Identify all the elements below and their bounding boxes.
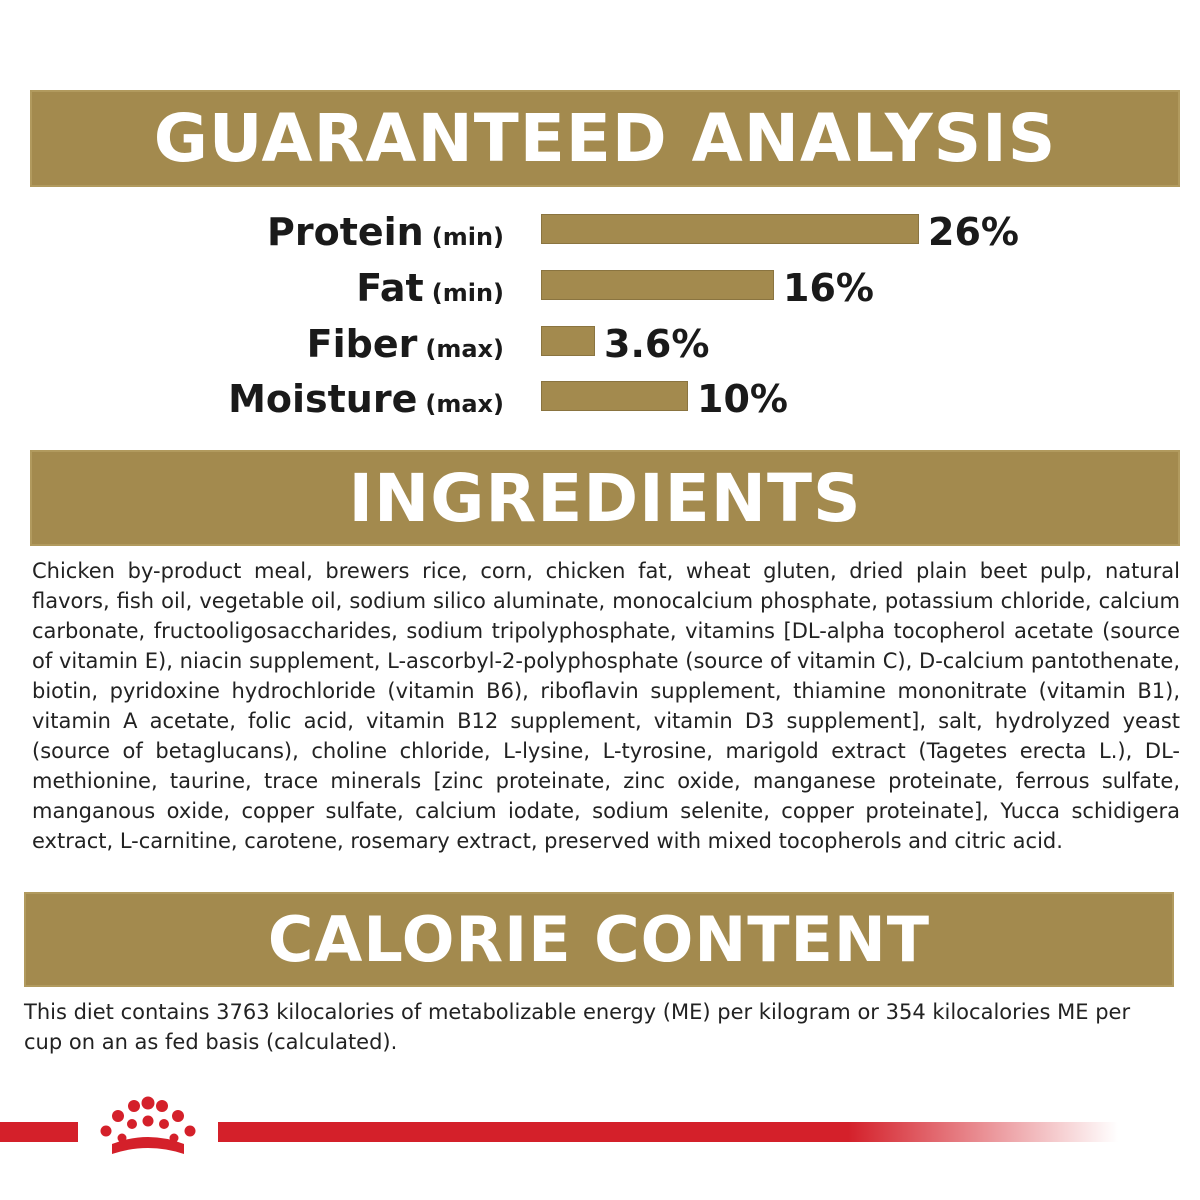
nutrient-name: Moisture [228, 377, 418, 421]
nutrient-bar [542, 327, 594, 355]
nutrient-qualifier: (min) [431, 279, 504, 307]
brand-line-right [218, 1122, 1118, 1142]
nutrient-qualifier: (max) [425, 390, 504, 418]
ingredients-banner [30, 450, 1180, 546]
nutrient-value: 26% [928, 210, 1019, 254]
nutrient-value: 16% [783, 266, 874, 310]
nutrient-qualifier: (min) [431, 223, 504, 251]
nutrient-name: Fiber [306, 322, 418, 366]
nutrient-value: 3.6% [604, 322, 710, 366]
brand-line-left [0, 1122, 78, 1142]
nutrient-row-fat [0, 263, 1200, 313]
nutrient-bar [542, 271, 773, 299]
nutrient-label [307, 319, 504, 369]
nutrient-row-protein [0, 207, 1200, 257]
nutrient-bar [542, 215, 918, 243]
nutrient-row-moisture [0, 374, 1200, 424]
guaranteed-analysis-title: GUARANTEED ANALYSIS [153, 100, 1057, 177]
nutrient-qualifier: (max) [425, 335, 504, 363]
calorie-content-banner [24, 892, 1174, 987]
guaranteed-analysis-banner [30, 90, 1180, 187]
calorie-content-title: CALORIE CONTENT [267, 903, 931, 976]
ingredients-text: Chicken by-product meal, brewers rice, corn, chicken fat, wheat gluten, dried plain beet pulp, natural flavors, fish oil, vegetable oil, sodium silico aluminate, monocalcium phosphate, potassium chloride, calcium carbonate, fructooligosaccharides, sodium tripolyphosphate, vitamins [DL-alpha tocopherol acetate (source of vitamin E), niacin supplement, L-ascorbyl-2-polyphosphate (source of vitamin C), D-calcium pantothenate, biotin, pyridoxine hydrochloride (vitamin B6), riboflavin supplement, thiamine mononitrate (vitamin B1), vitamin A acetate, folic acid, vitamin B12 supplement, vitamin D3 supplement], salt, hydrolyzed yeast (source of betaglucans), choline chloride, L-lysine, L-tyrosine, marigold extract (Tagetes erecta L.), DL-methionine, taurine, trace minerals [zinc proteinate, zinc oxide, manganese proteinate, ferrous sulfate, manganous oxide, copper sulfate, calcium iodate, sodium selenite, copper proteinate], Yucca schidigera extract, L-carnitine, carotene, rosemary extract, preserved with mixed tocopherols and citric acid. [32, 559, 1180, 853]
nutrient-label [228, 374, 504, 424]
calorie-content-text: This diet contains 3763 kilocalories of metabolizable energy (ME) per kilogram or 354 kilocalories ME per cup on an as fed basis (calculated). [24, 1000, 1131, 1054]
nutrient-name: Fat [356, 266, 424, 310]
nutrient-bar [542, 382, 687, 410]
nutrient-name: Protein [267, 210, 424, 254]
crown-icon [84, 1094, 212, 1164]
nutrient-value: 10% [697, 377, 788, 421]
nutrient-label [267, 207, 504, 257]
nutrient-label [356, 263, 504, 313]
ingredients-title: INGREDIENTS [348, 459, 862, 537]
nutrient-row-fiber [0, 319, 1200, 369]
